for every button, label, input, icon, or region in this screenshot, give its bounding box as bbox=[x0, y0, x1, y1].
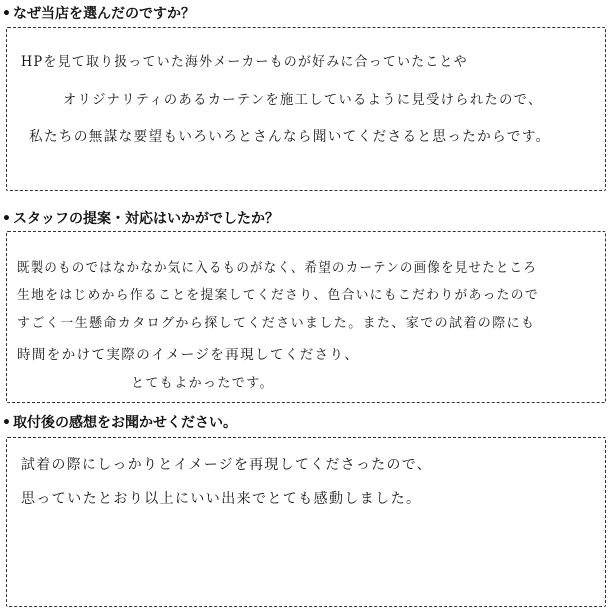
answer-box-impression bbox=[6, 437, 606, 607]
heading-bullet: • bbox=[2, 415, 11, 431]
question-heading-reason bbox=[2, 5, 195, 23]
handwritten-line: 私たちの無謀な要望もいろいろとさんなら聞いてくださると思ったからです。 bbox=[29, 129, 551, 145]
question-heading-text: なぜ当店を選んだのですか？ bbox=[12, 6, 195, 22]
handwritten-line: 時間をかけて実際のイメージを再現してくださり、 bbox=[17, 347, 360, 363]
heading-bullet: • bbox=[2, 211, 11, 227]
question-heading-staff bbox=[2, 210, 279, 228]
heading-bullet: • bbox=[2, 6, 11, 22]
question-heading-impression bbox=[2, 414, 237, 432]
handwritten-line: すごく一生懸命カタログから探してくださいました。また、家での試着の際にも bbox=[17, 316, 536, 331]
handwritten-line: 生地をはじめから作ることを提案してくださり、色合いにもこだわりがあったので bbox=[17, 288, 540, 303]
answer-box-staff bbox=[6, 231, 606, 403]
handwritten-line: 試着の際にしっかりとイメージを再現してくださったので、 bbox=[21, 457, 432, 473]
question-heading-text: スタッフの提案・対応はいかがでしたか？ bbox=[12, 211, 279, 227]
handwritten-line: とてもよかったです。 bbox=[131, 376, 274, 391]
handwritten-line: オリジナリティのあるカーテンを施工しているように見受けられたので、 bbox=[63, 92, 543, 108]
answer-box-reason bbox=[6, 27, 606, 191]
handwritten-line: 思っていたとおり以上にいい出来でとても感動しました。 bbox=[21, 491, 422, 507]
question-heading-text: 取付後の感想をお聞かせください。 bbox=[12, 415, 237, 431]
handwritten-line: 既製のものではなかなか気に入るものがなく、希望のカーテンの画像を見せたところ bbox=[17, 260, 538, 276]
handwritten-line: HPを見て取り扱っていた海外メーカーものが好みに合っていたことや bbox=[21, 54, 468, 70]
